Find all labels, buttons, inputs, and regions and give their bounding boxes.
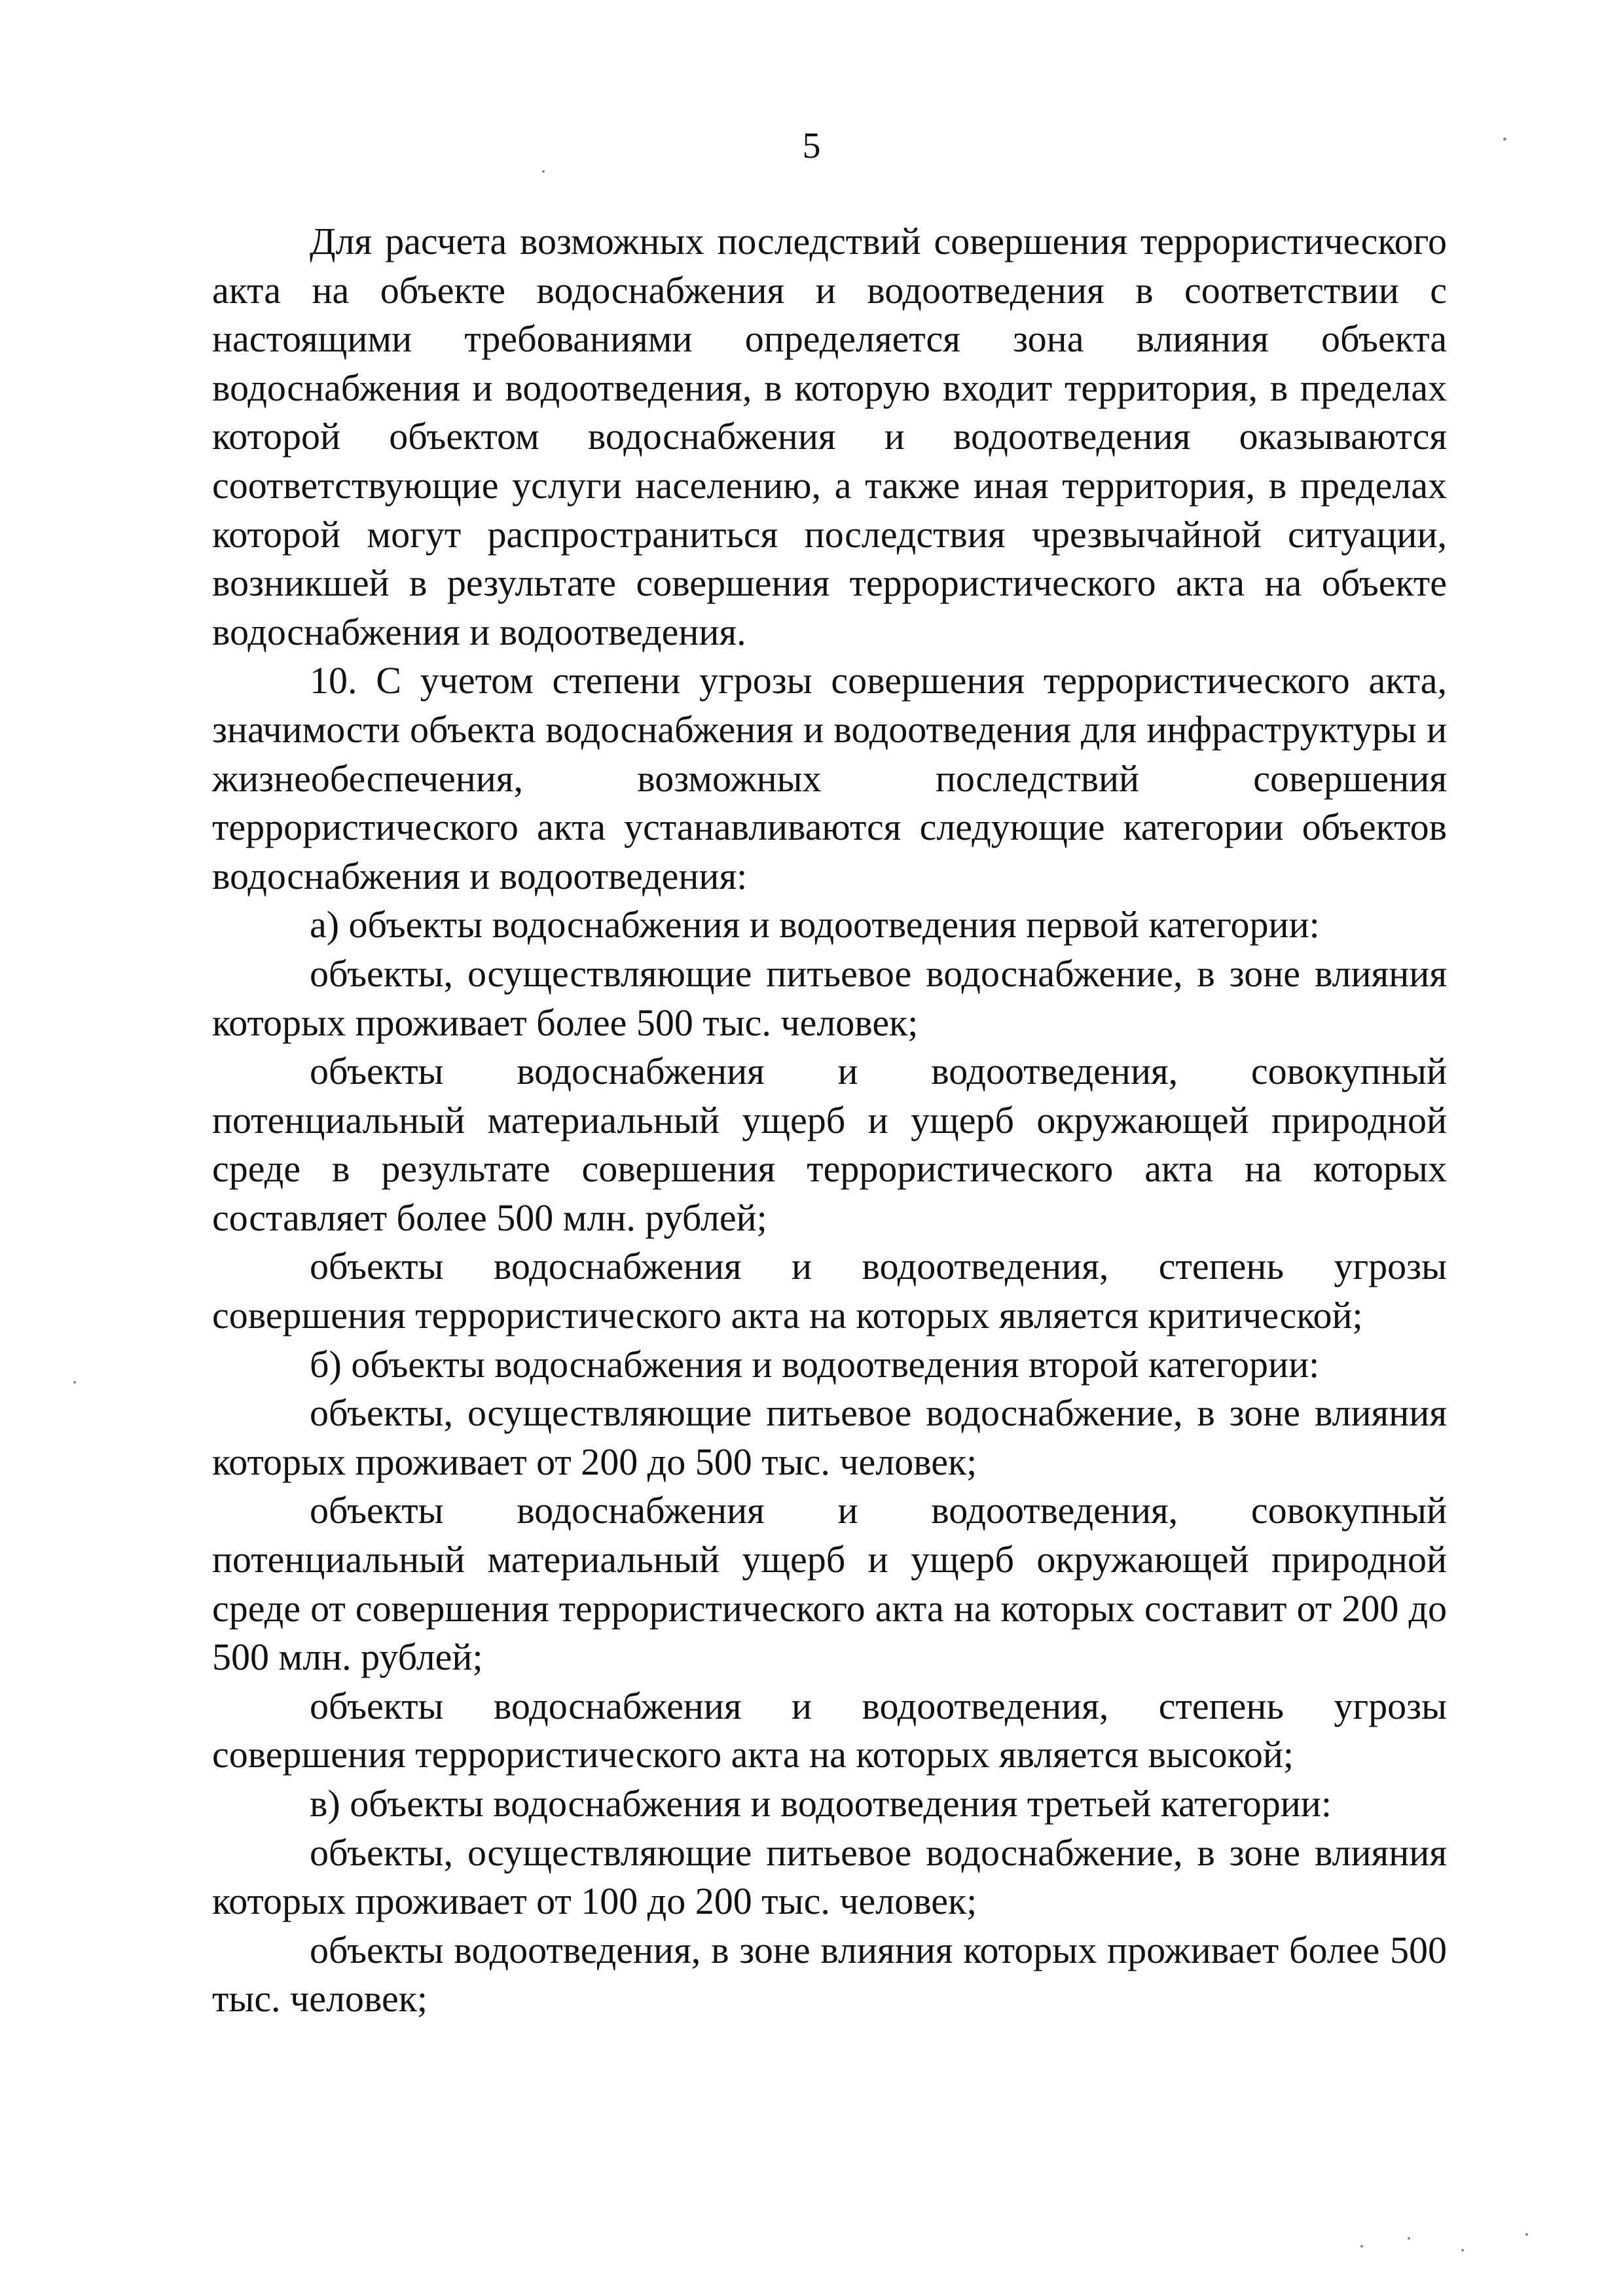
category-b-item-3: объекты водоснабжения и водоотведения, степень угрозы совершения террористического акта на которых является высокой; xyxy=(212,1684,1447,1776)
scan-speck xyxy=(73,1381,76,1384)
category-b-heading: б) объекты водоснабжения и водоотведения второй категории: xyxy=(310,1342,1320,1386)
category-a-item-1: объекты, осуществляющие питьевое водоснабжение, в зоне влияния которых проживает более 500 тыс. человек; xyxy=(212,952,1447,1044)
scan-speck xyxy=(1360,2245,1363,2248)
paragraph-10-categories: 10. С учетом степени угрозы совершения террористического акта, значимости объекта водоснабжения и водоотведения для инфраструктуры и жизнеобеспечения, возможных последствий совершения террористического акта устанавливаются следующие категории объектов водоснабжения и водоотведения: xyxy=(212,659,1447,897)
scan-speck xyxy=(1503,137,1506,141)
category-c-heading: в) объекты водоснабжения и водоотведения третьей категории: xyxy=(310,1782,1332,1825)
category-a-item-2: объекты водоснабжения и водоотведения, совокупный потенциальный материальный ущерб и ущерб окружающей природной среде в результате совершения террористического акта на которых составляет более 500 млн. рублей; xyxy=(212,1050,1447,1239)
category-c-item-2: объекты водоотведения, в зоне влияния которых проживает более 500 тыс. человек; xyxy=(212,1928,1447,2020)
scan-speck xyxy=(1525,2233,1528,2236)
document-body xyxy=(212,217,1447,2024)
scan-speck xyxy=(1461,2249,1464,2251)
category-b-item-2: объекты водоснабжения и водоотведения, совокупный потенциальный материальный ущерб и ущерб окружающей природной среде от совершения террористического акта на которых составит от 200 до 500 млн. рублей; xyxy=(212,1489,1447,1679)
page-number: 5 xyxy=(802,126,821,166)
category-c-item-1: объекты, осуществляющие питьевое водоснабжение, в зоне влияния которых проживает от 100 до 200 тыс. человек; xyxy=(212,1831,1447,1923)
scan-speck xyxy=(1408,2237,1410,2240)
scan-speck xyxy=(542,170,545,173)
category-a-heading: а) объекты водоснабжения и водоотведения первой категории: xyxy=(310,903,1320,946)
paragraph-impact-zone: Для расчета возможных последствий совершения террористического акта на объекте водоснабжения и водоотведения в соответствии с настоящими требованиями определяется зона влияния объекта водоснабжения и водоотведения, в которую входит территория, в пределах которой объектом водоснабжения и водоотведения оказываются соответствующие услуги населению, а также иная территория, в пределах которой могут распространиться последствия чрезвычайной ситуации, возникшей в результате совершения террористического акта на объекте водоснабжения и водоотведения. xyxy=(212,220,1447,653)
category-b-item-1: объекты, осуществляющие питьевое водоснабжение, в зоне влияния которых проживает от 200 до 500 тыс. человек; xyxy=(212,1391,1447,1483)
category-a-item-3: объекты водоснабжения и водоотведения, степень угрозы совершения террористического акта на которых является критической; xyxy=(212,1245,1447,1337)
